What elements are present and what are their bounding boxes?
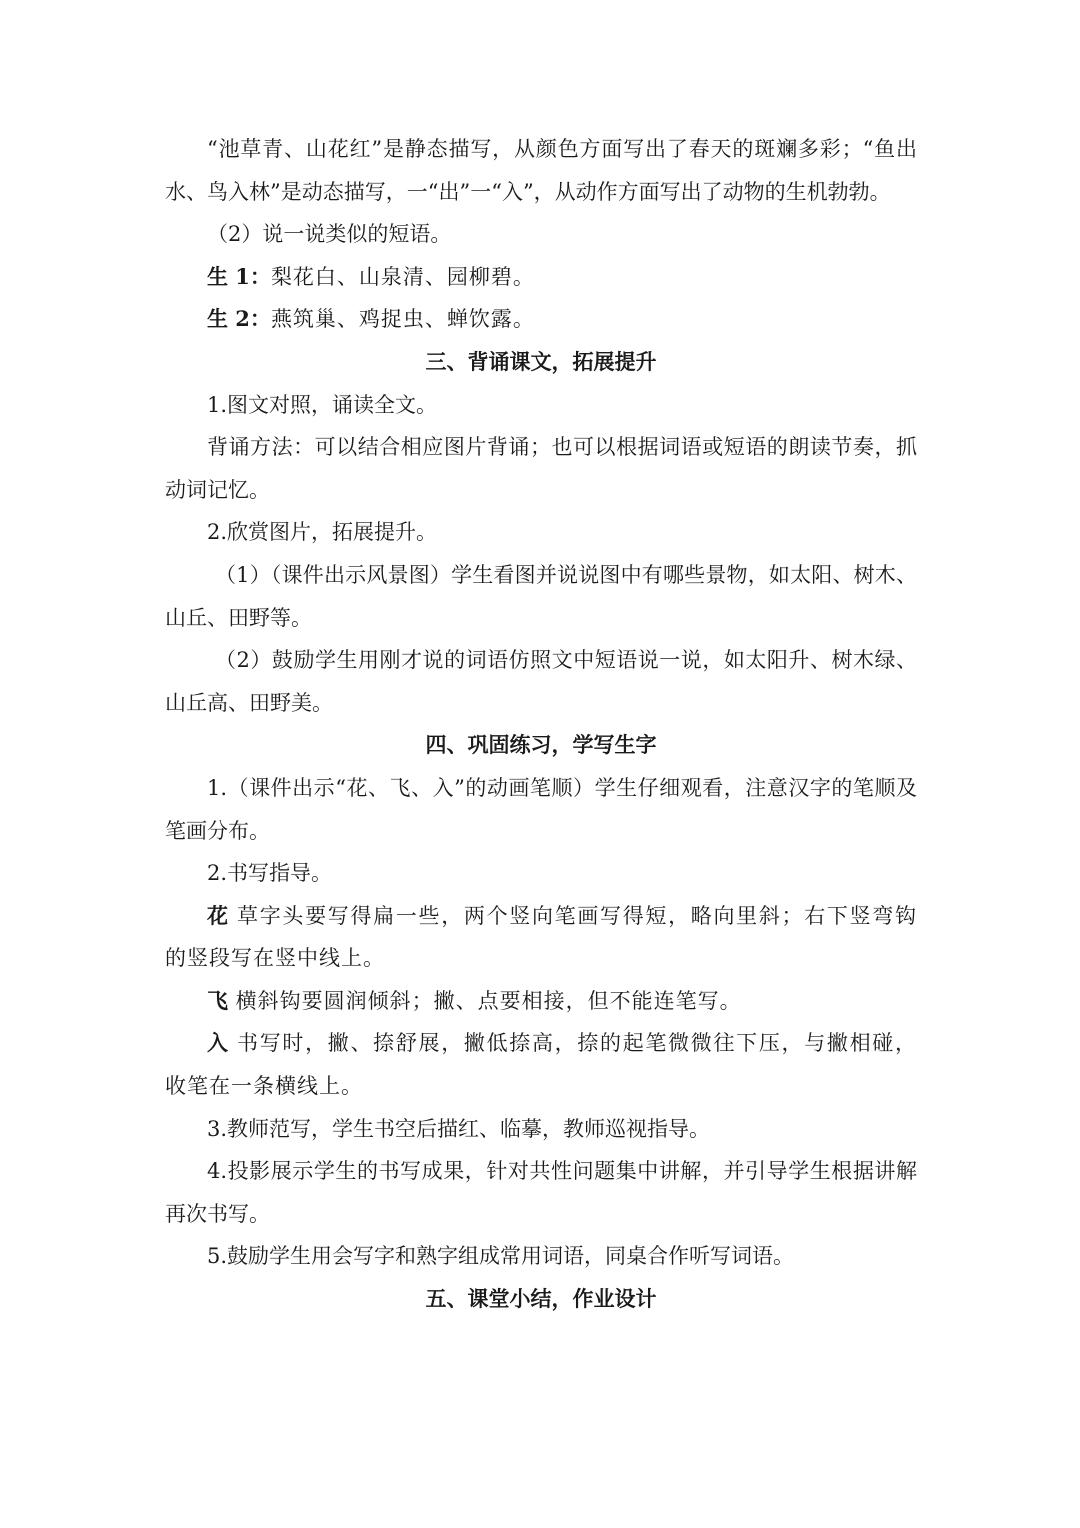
paragraph-practice-3: 3.教师范写，学生书空后描红、临摹，教师巡视指导。: [207, 1116, 711, 1141]
paragraph-practice-2: 2.书写指导。: [207, 861, 333, 886]
paragraph-scenery-1: （1）（课件出示风景图）学生看图并说说图中有哪些景物，如太阳、树木、山丘、田野等。: [165, 562, 917, 630]
char-fei-label: 飞: [207, 987, 228, 1013]
paragraph-practice-1: 1.（课件出示“花、飞、入”的动画笔顺）学生仔细观看，注意汉字的笔顺及笔画分布。: [165, 775, 917, 843]
section-heading-4: 四、巩固练习，学写生字: [425, 732, 657, 758]
char-hua-label: 花: [207, 902, 229, 928]
section-heading-3: 三、背诵课文，拓展提升: [425, 348, 657, 374]
paragraph-student-2: [165, 298, 917, 341]
paragraph-recite-1: 1.图文对照，诵读全文。: [207, 392, 438, 417]
char-ru-text: 书写时，撇、捺舒展，撇低捺高，捺的起笔微微往下压，与撇相碰，收笔在一条横线上。: [165, 1031, 917, 1099]
student-2-answer: 燕筑巢、鸡捉虫、蝉饮露。: [270, 307, 535, 332]
char-ru-label: 入: [207, 1030, 229, 1056]
char-hua-text: 草字头要写得扁一些，两个竖向笔画写得短，略向里斜；右下竖弯钩的竖段写在竖中线上。: [165, 903, 917, 971]
paragraph-task-2: （2）说一说类似的短语。: [207, 222, 452, 247]
student-2-label: 生 2：: [207, 306, 271, 332]
paragraph-char-fei: [165, 980, 917, 1023]
paragraph-recite-2: 2.欣赏图片，拓展提升。: [207, 520, 438, 545]
char-fei-text: 横斜钩要圆润倾斜；撇、点要相接，但不能连笔写。: [228, 988, 742, 1013]
section-heading-5: 五、课堂小结，作业设计: [425, 1286, 657, 1312]
paragraph-char-hua: [165, 895, 917, 980]
paragraph-recite-method: 背诵方法：可以结合相应图片背诵；也可以根据词语或短语的朗读节奏，抓动词记忆。: [165, 435, 917, 502]
paragraph-practice-5: 5.鼓励学生用会写字和熟字组成常用词语，同桌合作听写词语。: [207, 1244, 795, 1269]
paragraph-student-1: [165, 256, 917, 299]
document-body: [165, 128, 917, 1321]
paragraph-analysis: “池草青、山花红”是静态描写，从颜色方面写出了春天的斑斓多彩；“鱼出水、鸟入林”是动态描写，一“出”一“入”，从动作方面写出了动物的生机勃勃。: [165, 137, 917, 204]
paragraph-practice-4: 4.投影展示学生的书写成果，针对共性问题集中讲解，并引导学生根据讲解再次书写。: [165, 1159, 917, 1226]
paragraph-scenery-2: （2）鼓励学生用刚才说的词语仿照文中短语说一说，如太阳升、树木绿、山丘高、田野美。: [165, 648, 917, 715]
student-1-answer: 梨花白、山泉清、园柳碧。: [270, 264, 535, 289]
student-1-label: 生 1：: [207, 263, 271, 289]
paragraph-char-ru: [165, 1022, 917, 1107]
